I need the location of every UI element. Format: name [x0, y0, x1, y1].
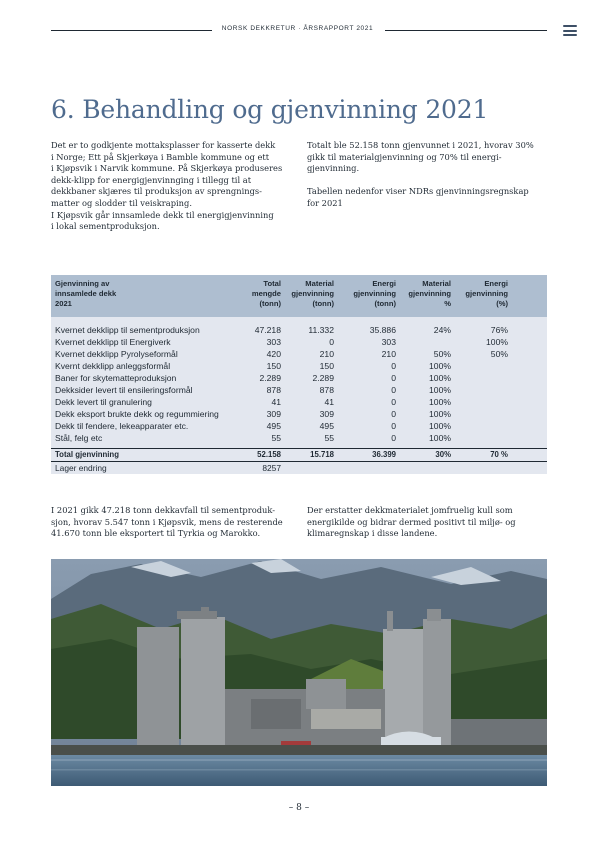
- table-cell: Dekk eksport brukte dekk og regummiering: [55, 409, 219, 419]
- table-cell: 495: [319, 421, 334, 431]
- header-line: (tonn): [312, 299, 334, 308]
- table-cell: 70 %: [490, 450, 508, 459]
- text-line: Det er to godkjente mottaksplasser for kasserte dekk: [51, 140, 276, 150]
- table-cell: 303: [266, 337, 281, 347]
- table-cell: 11.332: [308, 325, 334, 335]
- header-line: (%): [496, 299, 508, 308]
- header-line: mengde: [251, 289, 281, 298]
- text-line: Der erstatter dekkmaterialet jomfruelig kull som: [307, 505, 513, 515]
- table-header-cell: [408, 279, 451, 309]
- body-paragraph-right: [307, 505, 516, 540]
- table-cell: 55: [324, 433, 334, 443]
- table-cell: 2.289: [312, 373, 334, 383]
- intro-paragraph-left: [51, 140, 282, 233]
- table-cell: Kvernet dekklipp til sementproduksjon: [55, 325, 200, 335]
- table-cell: 2.289: [259, 373, 281, 383]
- header-line: %: [444, 299, 451, 308]
- table-cell: 150: [266, 361, 281, 371]
- table-cell: 878: [319, 385, 334, 395]
- table-lager-row: [51, 461, 547, 474]
- table-cell: 0: [391, 421, 396, 431]
- table-cell: 0: [391, 409, 396, 419]
- table-cell: 55: [271, 433, 281, 443]
- table-cell: 47.218: [254, 325, 281, 335]
- table-cell: 420: [266, 349, 281, 359]
- header-line: (tonn): [259, 299, 281, 308]
- text-line: Tabellen nedenfor viser NDRs gjenvinningsregnskap: [307, 186, 529, 197]
- text-line: gjenvinning.: [307, 163, 360, 174]
- text-line: Totalt ble 52.158 tonn gjenvunnet i 2021, hvorav 30%: [307, 140, 534, 150]
- table-cell: 0: [391, 385, 396, 395]
- table-cell: 0: [391, 397, 396, 407]
- table-cell: 41: [271, 397, 281, 407]
- table-cell: 76%: [490, 325, 508, 335]
- table-body: [51, 317, 547, 474]
- header-line: Energi: [372, 279, 396, 288]
- table-header-cell: [353, 279, 396, 309]
- table-row: [51, 348, 547, 360]
- table-cell: 303: [381, 337, 396, 347]
- table-cell: 100%: [429, 397, 451, 407]
- table-cell: 100%: [429, 373, 451, 383]
- table-header-cell: [252, 279, 281, 309]
- text-line: energikilde og bidrar dermed positivt til miljø- og: [307, 516, 516, 527]
- table-cell: 0: [391, 433, 396, 443]
- table-row: [51, 324, 547, 336]
- table-cell: 0: [391, 361, 396, 371]
- text-line: klimaregnskap i disse landene.: [307, 528, 438, 539]
- table-cell: 309: [266, 409, 281, 419]
- page-number: – 8 –: [288, 803, 310, 813]
- text-line: for 2021: [307, 197, 343, 208]
- header-rule-right: [385, 30, 547, 31]
- recycling-table: [51, 275, 547, 474]
- table-cell: 210: [319, 349, 334, 359]
- table-row: [51, 432, 547, 444]
- text-line: i Norge; Ett på Skjerkøya i Bamble kommune og ett: [51, 151, 270, 162]
- table-cell: Kvernet dekklipp Pyrolyseformål: [55, 349, 178, 359]
- table-cell: 150: [319, 361, 334, 371]
- table-cell: Kvernet dekklipp til Energiverk: [55, 337, 171, 347]
- header-line: 2021: [55, 299, 72, 308]
- table-cell: 495: [266, 421, 281, 431]
- table-cell: 50%: [433, 349, 451, 359]
- hamburger-menu-icon[interactable]: [563, 25, 577, 36]
- text-line: I Kjøpsvik går innsamlede dekk til energigjenvinning: [51, 209, 274, 220]
- table-header: [51, 275, 547, 317]
- table-cell: 100%: [429, 421, 451, 431]
- table-cell: Dekksider levert til ensileringsformål: [55, 385, 193, 395]
- table-cell: 41: [324, 397, 334, 407]
- header-line: innsamlede dekk: [55, 289, 117, 298]
- header-line: Material: [305, 279, 334, 288]
- table-row: [51, 384, 547, 396]
- header-line: gjenvinning: [353, 289, 396, 298]
- table-cell: 24%: [433, 325, 451, 335]
- table-total-row: [51, 448, 547, 461]
- text-line: I 2021 gikk 47.218 tonn dekkavfall til sementproduk-: [51, 505, 276, 515]
- table-cell: 309: [319, 409, 334, 419]
- table-cell: Baner for skytematteproduksjon: [55, 373, 177, 383]
- table-cell: 100%: [429, 385, 451, 395]
- table-cell: 100%: [486, 337, 508, 347]
- header-line: Energi: [484, 279, 508, 288]
- header-line: gjenvinning: [465, 289, 508, 298]
- table-cell: 8257: [262, 463, 281, 473]
- header-line: gjenvinning: [291, 289, 334, 298]
- table-cell: 36.399: [372, 450, 396, 459]
- table-row: [51, 408, 547, 420]
- text-line: [307, 175, 534, 187]
- text-line: i lokal sementproduksjon.: [51, 221, 160, 232]
- table-cell: Lager endring: [55, 463, 107, 473]
- header-line: Total: [263, 279, 281, 288]
- table-cell: 100%: [429, 409, 451, 419]
- table-cell: 15.718: [310, 450, 334, 459]
- table-header-cell: [291, 279, 334, 309]
- header-line: Material: [422, 279, 451, 288]
- page-title: 6. Behandling og gjenvinning 2021: [51, 95, 489, 124]
- table-cell: 210: [381, 349, 396, 359]
- table-cell: 100%: [429, 361, 451, 371]
- text-line: i Kjøpsvik i Narvik kommune. På Skjerkøya produseres: [51, 163, 283, 174]
- table-row: [51, 372, 547, 384]
- text-line: 41.670 tonn ble eksportert til Tyrkia og Marokko.: [51, 528, 261, 539]
- cement-plant-photo: [51, 559, 547, 786]
- text-line: dekkbaner skjæres til produksjon av sprengnings-: [51, 186, 262, 197]
- table-cell: 0: [391, 373, 396, 383]
- table-row: [51, 396, 547, 408]
- table-row: [51, 336, 547, 348]
- text-line: dekk-klipp for energigjenvinnging i tillegg til at: [51, 174, 252, 185]
- table-cell: Stål, felg etc: [55, 433, 103, 443]
- table-cell: 878: [266, 385, 281, 395]
- table-row: [51, 360, 547, 372]
- header-line: gjenvinning: [408, 289, 451, 298]
- text-line: gikk til materialgjenvinning og 70% til energi-: [307, 151, 502, 162]
- table-row: [51, 420, 547, 432]
- table-cell: Dekk til fendere, lekeapparater etc.: [55, 421, 189, 431]
- header-rule-left: [51, 30, 212, 31]
- table-cell: 100%: [429, 433, 451, 443]
- text-line: sjon, hvorav 5.547 tonn i Kjøpsvik, mens de resterende: [51, 516, 283, 527]
- body-paragraph-left: [51, 505, 283, 540]
- table-cell: 50%: [490, 349, 508, 359]
- intro-paragraph-right: [307, 140, 534, 210]
- table-cell: Total gjenvinning: [55, 450, 119, 459]
- header-line: (tonn): [374, 299, 396, 308]
- table-cell: 35.886: [369, 325, 396, 335]
- header-line: Gjenvinning av: [55, 279, 110, 288]
- table-header-cell: [465, 279, 508, 309]
- table-header-cell: [55, 279, 116, 309]
- table-cell: Dekk levert til granulering: [55, 397, 152, 407]
- text-line: matter og slodder til veiskraping.: [51, 197, 192, 208]
- table-cell: 30%: [435, 450, 451, 459]
- header-title: NORSK DEKKRETUR · ÅRSRAPPORT 2021: [221, 25, 374, 32]
- table-cell: 0: [329, 337, 334, 347]
- table-cell: Kvernt dekklipp anleggsformål: [55, 361, 171, 371]
- table-cell: 52.158: [257, 450, 281, 459]
